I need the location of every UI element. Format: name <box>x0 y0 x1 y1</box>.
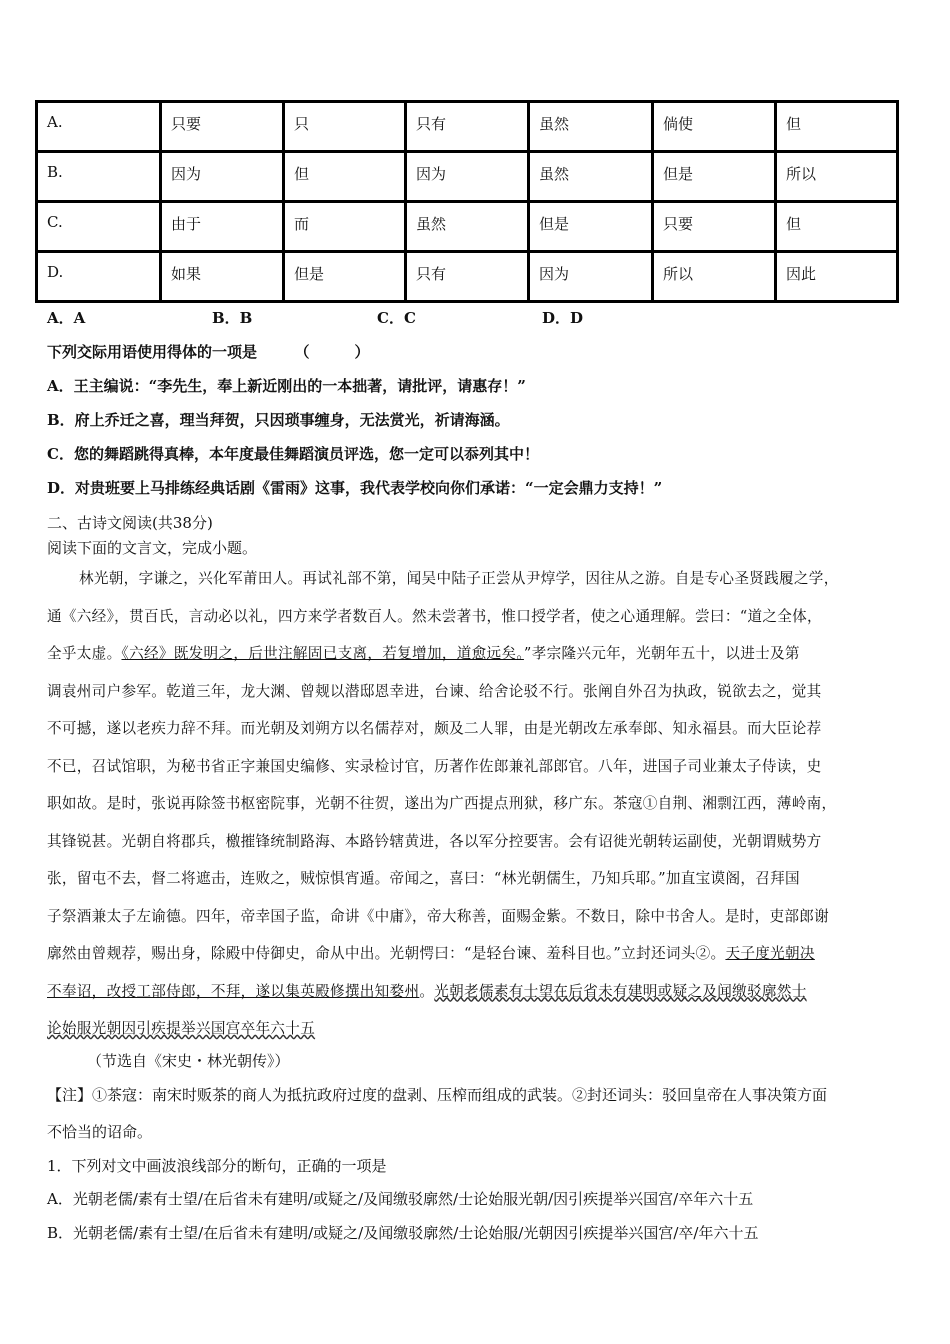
row-label: B. <box>37 152 161 202</box>
table-cell: 虽然 <box>406 202 529 252</box>
table-cell: 但是 <box>284 252 406 302</box>
table-cell: 但是 <box>529 202 653 252</box>
table-row <box>37 202 898 252</box>
table-cell: 但 <box>776 102 898 152</box>
table-cell: 因为 <box>529 252 653 302</box>
note-line: 【注】①茶寇：南宋时贩茶的商人为抵抗政府过度的盘剥、压榨而组成的武装。②封还词头：驳回皇帝在人事决策方面 <box>47 1086 828 1104</box>
classical-passage <box>47 560 907 1048</box>
q2-option-c[interactable]: C．您的舞蹈跳得真棒，本年度最佳舞蹈演员评选，您一定可以忝列其中！ <box>47 445 539 463</box>
row-label: C. <box>37 202 161 252</box>
table-cell: 虽然 <box>529 152 653 202</box>
underlined-sentence-2: 天子度光朝决 <box>725 945 815 962</box>
choice-b[interactable]: B．B <box>212 309 253 327</box>
passage-source: （节选自《宋史・林光朝传》） <box>87 1052 290 1070</box>
answer-choices <box>47 307 583 328</box>
wavy-underline-text: 光朝老儒素有士望在后省未有建明或疑之及闻缴驳廓然士 <box>434 982 807 1000</box>
table-cell: 如果 <box>161 252 284 302</box>
passage-line <box>47 1010 907 1048</box>
choice-a[interactable]: A．A <box>47 309 86 327</box>
q1-stem: 1．下列对文中画波浪线部分的断句，正确的一项是 <box>47 1157 387 1175</box>
passage-line: 职如故。是时，张说再除签书枢密院事，光朝不往贺，遂出为广西提点刑狱，移广东。茶寇①自荆、湘剽江西，薄岭南， <box>47 795 837 812</box>
table-cell: 因为 <box>406 152 529 202</box>
table-cell: 而 <box>284 202 406 252</box>
q2-stem: 下列交际用语使用得体的一项是 （ ） <box>47 343 370 361</box>
passage-line: 通《六经》，贯百氏，言动必以礼，四方来学者数百人。然未尝著书，惟口授学者，使之心通理解。尝曰：“道之全体， <box>47 607 822 625</box>
table-cell: 所以 <box>653 252 776 302</box>
table-cell: 只有 <box>406 252 529 302</box>
table-cell: 因为 <box>161 152 284 202</box>
table-cell: 但 <box>776 202 898 252</box>
row-label: D. <box>37 252 161 302</box>
row-label: A. <box>37 102 161 152</box>
table-cell: 所以 <box>776 152 898 202</box>
passage-line: 不可撼，遂以老疾力辞不拜。而光朝及刘朔方以名儒荐对，颇及二人罪，由是光朝改左承奉郎、知永福县。而大臣论荐 <box>47 720 822 737</box>
conjunction-options-table <box>35 100 899 303</box>
note-line: 不恰当的诏命。 <box>47 1123 153 1141</box>
table-cell: 倘使 <box>653 102 776 152</box>
table-cell: 因此 <box>776 252 898 302</box>
passage-line: 林光朝，字谦之，兴化军莆田人。再试礼部不第，闻吴中陆子正尝从尹焞学，因往从之游。自是专心圣贤践履之学， <box>79 570 839 587</box>
table-cell: 只要 <box>161 102 284 152</box>
q2-option-d[interactable]: D．对贵班要上马排练经典话剧《雷雨》这事，我代表学校向你们承诺：“一定会鼎力支持！” <box>47 479 663 497</box>
choice-c[interactable]: C．C <box>377 309 416 327</box>
table-cell: 只 <box>284 102 406 152</box>
passage-line: 廓然由曾觌荐，赐出身，除殿中侍御史，命从中出。光朝愕曰：“是轻台谏、羞科目也。”立封还词头②。天子度光朝决 <box>47 945 815 962</box>
choice-d[interactable]: D．D <box>542 309 584 327</box>
table-row <box>37 252 898 302</box>
passage-line: 张，留屯不去，督二将遮击，连败之，贼惊惧宵遁。帝闻之，喜曰：“林光朝儒生，乃知兵耶。”加直宝谟阁，召拜国 <box>47 870 800 887</box>
table-cell: 只有 <box>406 102 529 152</box>
q1-option-a[interactable]: A．光朝老儒/素有士望/在后省未有建明/或疑之/及闻缴驳廓然/士论始服光朝/因引疾提举兴国宫/卒年六十五 <box>47 1190 754 1208</box>
passage-line: 其锋锐甚。光朝自将郡兵，檄摧锋统制路海、本路钤辖黄进，各以军分控要害。会有诏徙光朝转运副使，光朝谓贼势方 <box>47 832 822 850</box>
passage-line: 不奉诏，改授工部侍郎，不拜，遂以集英殿修撰出知婺州。光朝老儒素有士望在后省未有建明或疑之及闻缴驳廓然士 <box>47 982 807 1000</box>
wavy-underline-text-cont: 论始服光朝因引疾提举兴国宫卒年六十五 <box>47 1020 316 1037</box>
table-cell: 但 <box>284 152 406 202</box>
instruction: 阅读下面的文言文，完成小题。 <box>47 539 258 557</box>
section-title: 二、古诗文阅读(共38分) <box>47 514 213 532</box>
table-cell: 但是 <box>653 152 776 202</box>
table-cell: 只要 <box>653 202 776 252</box>
passage-line: 全乎太虚。《六经》既发明之，后世注解固已支离，若复增加，道愈远矣。”孝宗隆兴元年，光朝年五十，以进士及第 <box>47 645 800 662</box>
passage-line: 子祭酒兼太子左谕德。四年，帝幸国子监，命讲《中庸》，帝大称善，面赐金紫。不数日，除中书舍人。是时，吏部郎谢 <box>47 907 830 925</box>
underlined-sentence-1: 《六经》既发明之，后世注解固已支离，若复增加，道愈远矣。 <box>121 645 524 662</box>
passage-line: 不已，召试馆职，为秘书省正字兼国史编修、实录检讨官，历著作佐郎兼礼部郎官。八年，进国子司业兼太子侍读，史 <box>47 757 822 775</box>
table-cell: 虽然 <box>529 102 653 152</box>
underlined-sentence-2-cont: 不奉诏，改授工部侍郎，不拜，遂以集英殿修撰出知婺州 <box>47 982 420 1000</box>
q2-option-a[interactable]: A．王主编说：“李先生，奉上新近刚出的一本拙著，请批评，请惠存！” <box>47 377 526 395</box>
table-row <box>37 152 898 202</box>
q1-option-b[interactable]: B．光朝老儒/素有士望/在后省未有建明/或疑之/及闻缴驳廓然/士论始服/光朝因引疾提举兴国宫/卒/年六十五 <box>47 1224 759 1242</box>
passage-line: 调袁州司户参军。乾道三年，龙大渊、曾觌以潜邸恩幸进，台谏、给舍论驳不行。张阐自外召为执政，锐欲去之，觉其 <box>47 682 822 700</box>
table-cell: 由于 <box>161 202 284 252</box>
q2-option-b[interactable]: B．府上乔迁之喜，理当拜贺，只因琐事缠身，无法赏光，祈请海涵。 <box>47 411 510 429</box>
table-row <box>37 102 898 152</box>
